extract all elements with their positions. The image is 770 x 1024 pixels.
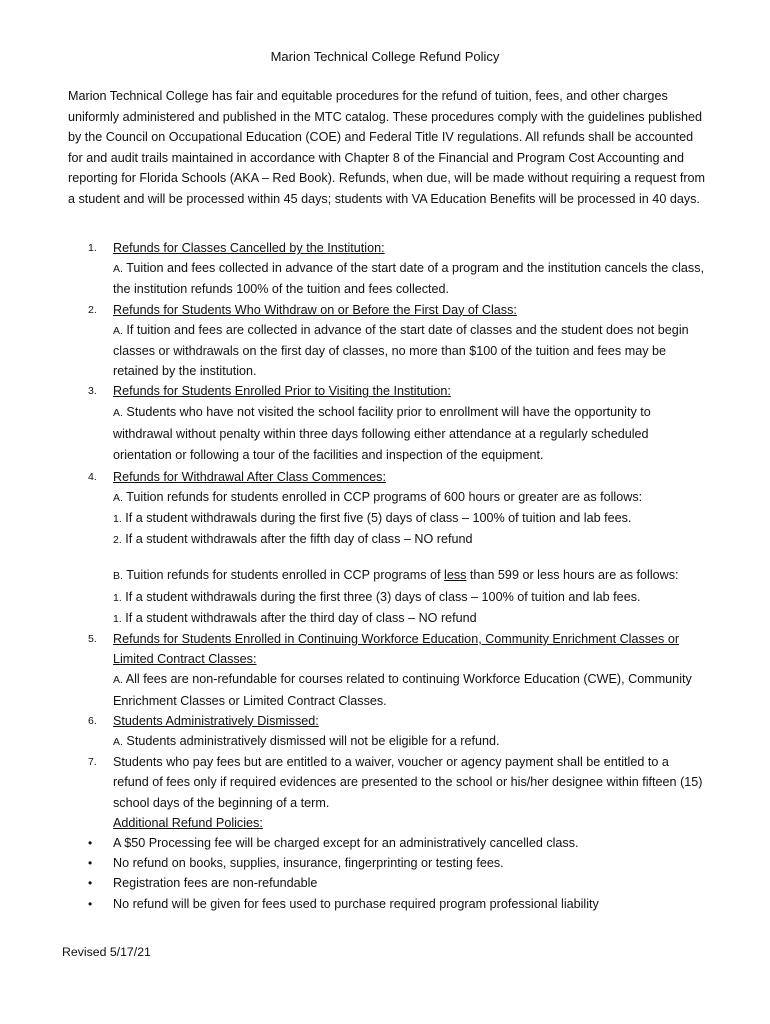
item-number: 7. — [88, 756, 97, 769]
item-body — [113, 320, 708, 382]
sub-list-text: If a student withdrawals after the fifth day of class – NO refund — [125, 532, 473, 547]
sub-marker: A. — [113, 263, 123, 276]
bullet-item — [68, 833, 708, 853]
item-number: 1. — [88, 242, 97, 254]
list-item-3 — [68, 381, 708, 466]
sub-number: 1. — [113, 591, 122, 604]
underlined-word: less — [444, 568, 467, 583]
sub-list-text: If a student withdrawals during the first three (3) days of class – 100% of tuition and lab fees. — [125, 589, 641, 604]
list-item-5 — [68, 629, 708, 711]
bullet-text: No refund on books, supplies, insurance, fingerprinting or testing fees. — [113, 856, 504, 871]
sub-number: 2. — [113, 534, 122, 547]
sub-list-item — [113, 608, 708, 629]
sub-list-item — [113, 508, 708, 529]
sub-text: Students who have not visited the school facility prior to enrollment will have the opportunity to withdrawal without penalty within three days following either attendance at a regularly scheduled orientation or following a tour of the facilities and inspection of the equipment. — [113, 404, 651, 463]
item-body — [113, 402, 708, 467]
item-heading: Refunds for Classes Cancelled by the Institution: — [113, 241, 385, 255]
revision-footer: Revised 5/17/21 — [62, 945, 151, 959]
sub-marker: A. — [113, 674, 123, 687]
sub-text: If tuition and fees are collected in advance of the start date of classes and the student does not begin classes or withdrawals on the first day of classes, no more than $100 of the tuition and fees may be retained by the institution. — [113, 322, 689, 379]
sub-marker: A. — [113, 491, 123, 504]
item-number: 4. — [88, 470, 97, 483]
list-item-6 — [68, 711, 708, 752]
sub-list-b — [113, 587, 708, 629]
item-number: 2. — [88, 303, 97, 316]
bullet-icon: • — [88, 896, 93, 911]
sub-text: Tuition refunds for students enrolled in CCP programs of — [126, 568, 441, 583]
item-heading: Refunds for Students Enrolled Prior to Visiting the Institution: — [113, 384, 451, 399]
bullet-icon: • — [88, 876, 93, 891]
bullet-icon: • — [88, 856, 93, 871]
bullet-text: Registration fees are non-refundable — [113, 876, 318, 891]
item-number: 6. — [88, 714, 97, 727]
spacer — [113, 550, 708, 565]
item-text: Students who pay fees but are entitled to a waiver, voucher or agency payment shall be entitled to a refund of fees only if required evidences are presented to the school or his/her designee within fifteen (15) school days of the beginning of a term. — [113, 755, 703, 810]
sub-list-text: If a student withdrawals after the third day of class – NO refund — [125, 610, 477, 625]
sub-number: 1. — [113, 612, 122, 625]
bullet-text: A $50 Processing fee will be charged except for an administratively cancelled class. — [113, 835, 579, 850]
bullet-icon: • — [88, 835, 93, 850]
sub-marker: A. — [113, 735, 123, 748]
refund-list — [68, 238, 708, 914]
item-body-a — [113, 487, 708, 508]
item-heading: Refunds for Students Enrolled in Continuing Workforce Education, Community Enrichment Classes or Limited Contract Classes: — [113, 631, 680, 667]
sub-list-a — [113, 508, 708, 550]
item-number: 5. — [88, 632, 97, 645]
sub-list-item — [113, 529, 708, 550]
intro-paragraph: Marion Technical College has fair and equitable procedures for the refund of tuition, fees, and other charges uniformly administered and published in the MTC catalog. These procedures comply with the guidelines published by the Council on Occupational Education (COE) and Federal Title IV regulations. All refunds shall be accounted for and audit trails maintained in accordance with Chapter 8 of the Financial and Program Cost Accounting and reporting for Florida Schools (AKA – Red Book). Refunds, when due, will be made without requiring a request from a student and will be processed within 45 days; students with VA Education Benefits will be processed in 40 days. — [68, 89, 706, 206]
list-item-7 — [68, 752, 708, 833]
additional-policies-heading: Additional Refund Policies: — [113, 815, 263, 830]
item-body — [113, 258, 708, 299]
sub-list-text: If a student withdrawals during the first five (5) days of class – 100% of tuition and lab fees. — [125, 510, 632, 525]
sub-marker: B. — [113, 570, 123, 583]
bullet-item — [68, 853, 708, 873]
sub-text: All fees are non-refundable for courses related to continuing Workforce Education (CWE), Community Enrichment Classes or Limited Contract Classes. — [113, 672, 692, 708]
item-heading: Refunds for Students Who Withdraw on or Before the First Day of Class: — [113, 302, 517, 317]
list-item-4 — [68, 467, 708, 629]
sub-marker: A. — [113, 324, 123, 337]
item-heading: Students Administratively Dismissed: — [113, 713, 319, 728]
sub-number: 1. — [113, 512, 122, 525]
sub-text: Tuition and fees collected in advance of the start date of a program and the institution cancels the class, the institution refunds 100% of the tuition and fees collected. — [113, 261, 704, 297]
sub-text: than 599 or less hours are as follows: — [469, 568, 679, 583]
item-heading: Refunds for Withdrawal After Class Commences: — [113, 469, 386, 484]
item-number: 3. — [88, 385, 97, 398]
document-title: Marion Technical College Refund Policy — [270, 49, 500, 64]
item-body-b — [113, 565, 708, 586]
sub-marker: A. — [113, 406, 123, 419]
bullet-item — [68, 873, 708, 893]
sub-text: Tuition refunds for students enrolled in CCP programs of 600 hours or greater are as follows: — [126, 489, 643, 504]
bullet-item — [68, 894, 708, 914]
item-body — [113, 731, 708, 752]
item-body — [113, 669, 708, 710]
list-item-2 — [68, 300, 708, 382]
bullet-text: No refund will be given for fees used to purchase required program professional liability — [113, 896, 599, 911]
sub-text: Students administratively dismissed will not be eligible for a refund. — [126, 733, 500, 748]
list-item-1 — [68, 238, 708, 300]
sub-list-item — [113, 587, 708, 608]
